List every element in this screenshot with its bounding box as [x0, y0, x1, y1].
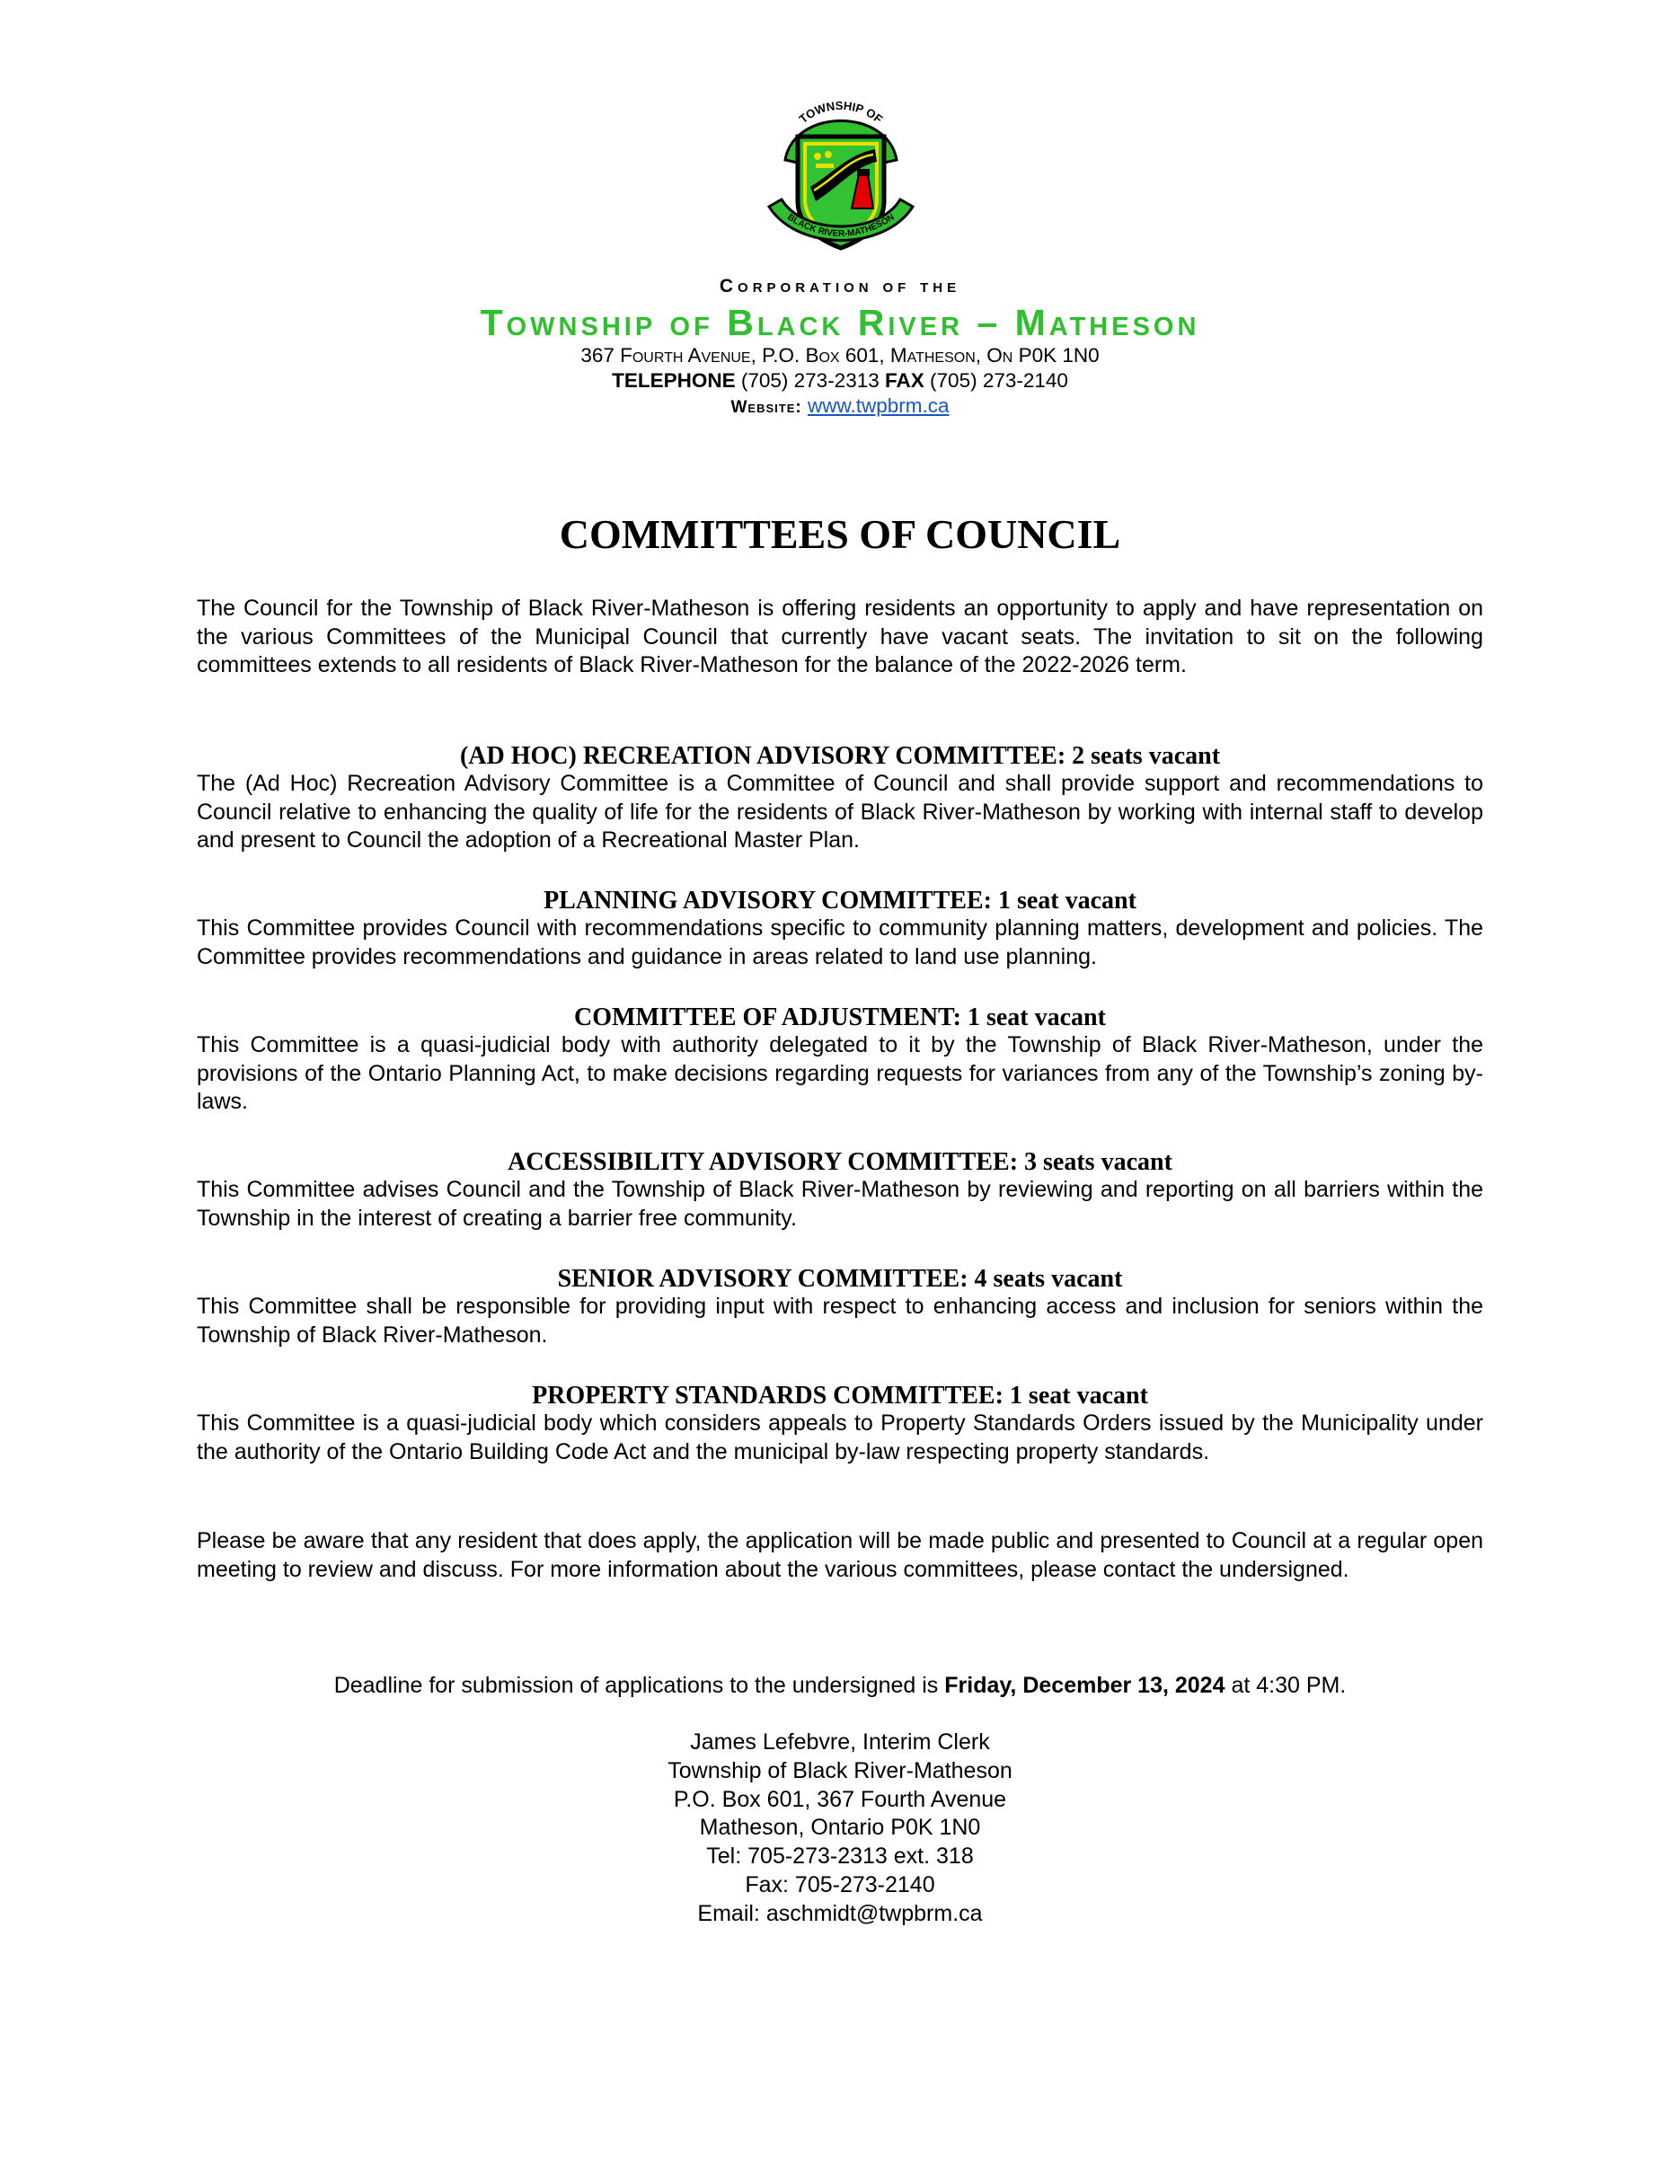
corporation-line: Corporation of the	[719, 276, 961, 296]
committee-heading-adjustment: COMMITTEE OF ADJUSTMENT: 1 seat vacant	[574, 1004, 1106, 1031]
signature-block	[0, 1729, 1680, 1929]
website-link[interactable]: www.twpbrm.ca	[807, 394, 950, 417]
header-phone-fax	[0, 369, 1680, 393]
intro-paragraph: The Council for the Township of Black River-Matheson is offering residents an opportunity to apply and have representation on the various Committees of the Municipal Council that currently have vacant seats. The invitation to sit on the following committees extends to all residents of Black River-Matheson for the balance of the 2022-2026 term.	[197, 596, 1483, 678]
committee-heading-senior: SENIOR ADVISORY COMMITTEE: 4 seats vacant	[557, 1265, 1123, 1293]
signature-organization: Township of Black River-Matheson	[668, 1757, 1012, 1783]
committee-body-recreation: The (Ad Hoc) Recreation Advisory Committee is a Committee of Council and shall provide support and recommendations to Council relative to enhancing the quality of life for the residents of Black River-Matheson by working with internal staff to develop and present to Council the adoption of a Recreational Master Plan.	[197, 771, 1483, 853]
committee-heading-property-standards: PROPERTY STANDARDS COMMITTEE: 1 seat vacant	[532, 1382, 1148, 1410]
committee-body-senior: This Committee shall be responsible for providing input with respect to enhancing access and inclusion for seniors within the Township of Black River-Matheson.	[197, 1294, 1483, 1348]
fax-value: (705) 273-2140	[930, 369, 1068, 392]
committee-body-accessibility: This Committee advises Council and the Township of Black River-Matheson by reviewing and reporting on all barriers within the Township in the interest of creating a barrier free community.	[197, 1177, 1483, 1231]
page-title: COMMITTEES OF COUNCIL	[559, 511, 1121, 557]
committee-body-adjustment: This Committee is a quasi-judicial body with authority delegated to it by the Township of Black River-Matheson, under the provisions of the Ontario Planning Act, to make decisions regarding requests for variances from any of the Township’s zoning by-laws.	[197, 1032, 1483, 1115]
deadline-date: Friday, December 13, 2024	[944, 1673, 1225, 1698]
closing-paragraph: Please be aware that any resident that does apply, the application will be made public and presented to Council at a regular open meeting to review and discuss. For more information about the various committees, please contact the undersigned.	[197, 1528, 1483, 1582]
logo-top-text: TOWNSHIP OF	[796, 101, 886, 127]
deadline-line	[0, 1673, 1680, 1699]
committee-heading-planning: PLANNING ADVISORY COMMITTEE: 1 seat vacant	[544, 887, 1136, 915]
telephone-value: (705) 273-2313	[740, 369, 880, 392]
committee-body-property-standards: This Committee is a quasi-judicial body which considers appeals to Property Standards Orders issued by the Municipality under the authority of the Ontario Building Code Act and the municipal by-law respecting property standards.	[197, 1410, 1483, 1464]
signature-name: James Lefebvre, Interim Clerk	[690, 1729, 990, 1755]
signature-tel: Tel: 705-273-2313 ext. 318	[706, 1844, 974, 1870]
header-website	[0, 394, 1680, 418]
fax-label: FAX	[885, 369, 924, 392]
committee-heading-accessibility: ACCESSIBILITY ADVISORY COMMITTEE: 3 seats vacant	[508, 1148, 1172, 1176]
header-address: 367 Fourth Avenue, P.O. Box 601, Matheson, On P0K 1N0	[580, 344, 1100, 367]
deadline-prefix: Deadline for submission of applications to the undersigned is	[333, 1673, 945, 1698]
deadline-suffix: at 4:30 PM.	[1225, 1673, 1347, 1698]
signature-address-line2: Matheson, Ontario P0K 1N0	[699, 1815, 981, 1841]
committee-body-planning: This Committee provides Council with recommendations specific to community planning matters, development and policies. The Committee provides recommendations and guidance in areas related to land use planning.	[197, 915, 1483, 969]
signature-address-line1: P.O. Box 601, 367 Fourth Avenue	[673, 1786, 1007, 1812]
signature-fax: Fax: 705-273-2140	[745, 1871, 935, 1897]
logo-bottom-text: BLACK RIVER-MATHESON	[785, 212, 897, 240]
telephone-label: TELEPHONE	[612, 369, 736, 392]
township-name: Township of Black River – Matheson	[480, 302, 1200, 343]
website-label: Website:	[730, 398, 802, 417]
township-crest-icon	[762, 101, 919, 255]
signature-email[interactable]: Email: aschmidt@twpbrm.ca	[697, 1900, 983, 1926]
committee-heading-recreation: (AD HOC) RECREATION ADVISORY COMMITTEE: 2 seats vacant	[459, 742, 1221, 770]
